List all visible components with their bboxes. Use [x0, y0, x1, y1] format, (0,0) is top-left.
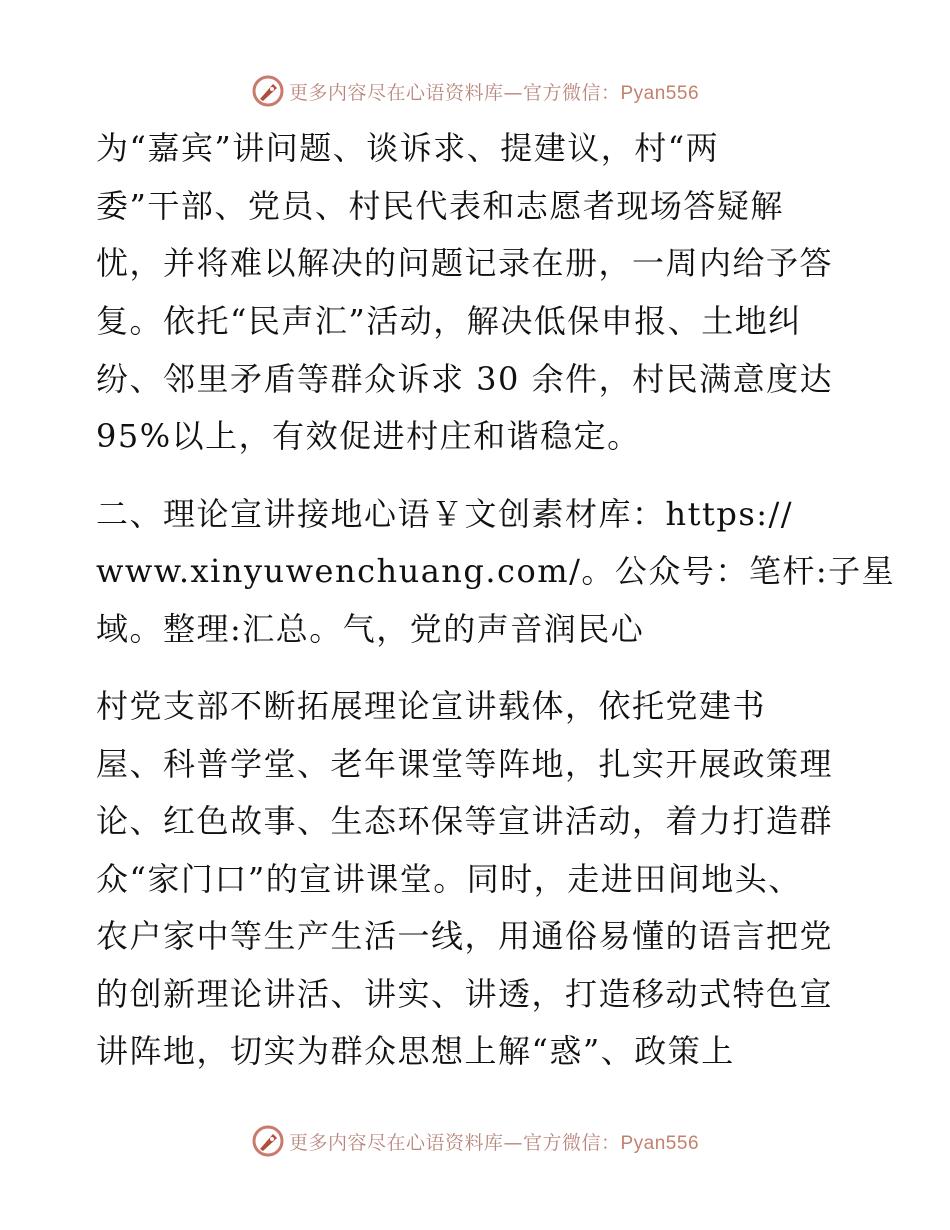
- text-line: 屋、科普学堂、老年课堂等阵地，扎实开展政策理: [96, 745, 834, 783]
- text-line: 委”干部、党员、村民代表和志愿者现场答疑解: [96, 187, 784, 225]
- text-line: 众“家门口”的宣讲课堂。同时，走进田间地头、: [96, 860, 802, 898]
- watermark-wechat-id: Pyan556: [620, 82, 700, 104]
- text-line: 农户家中等生产生活一线，用通俗易懂的语言把党: [96, 917, 834, 955]
- text-line: 复。依托“民声汇”活动，解决低保申报、土地纠: [96, 302, 802, 340]
- watermark-text: 更多内容尽在心语资料库—官方微信：Pyan556: [288, 81, 700, 104]
- pen-nib-circle-icon: [251, 74, 285, 108]
- text-line: 论、红色故事、生态环保等宣讲活动，着力打造群: [96, 802, 834, 840]
- text-line: 为“嘉宾”讲问题、谈诉求、提建议，村“两: [96, 129, 720, 167]
- section-heading-line: 二、理论宣讲接地心语￥文创素材库：https://: [96, 495, 794, 533]
- watermark-header: [0, 71, 950, 111]
- text-line: 忧，并将难以解决的问题记录在册，一周内给予答: [96, 244, 834, 282]
- text-line: 95%以上，有效促进村庄和谐稳定。: [96, 417, 641, 455]
- watermark-footer: [0, 1121, 950, 1161]
- watermark-wechat-id: Pyan556: [620, 1132, 700, 1154]
- watermark-text: 更多内容尽在心语资料库—官方微信：Pyan556: [288, 1131, 700, 1154]
- section-heading-line: 域。整理:汇总。气，党的声音润民心: [96, 610, 645, 648]
- text-line: 讲阵地，切实为群众思想上解“惑”、政策上: [96, 1032, 735, 1070]
- text-line: 村党支部不断拓展理论宣讲载体，依托党建书: [96, 687, 767, 725]
- text-line: 的创新理论讲活、讲实、讲透，打造移动式特色宣: [96, 975, 834, 1013]
- pen-nib-circle-icon: [251, 1124, 285, 1158]
- text-line: 纷、邻里矛盾等群众诉求 30 余件，村民满意度达: [96, 360, 834, 398]
- section-heading-line: www.xinyuwenchuang.com/。公众号：笔杆:子星: [96, 552, 896, 590]
